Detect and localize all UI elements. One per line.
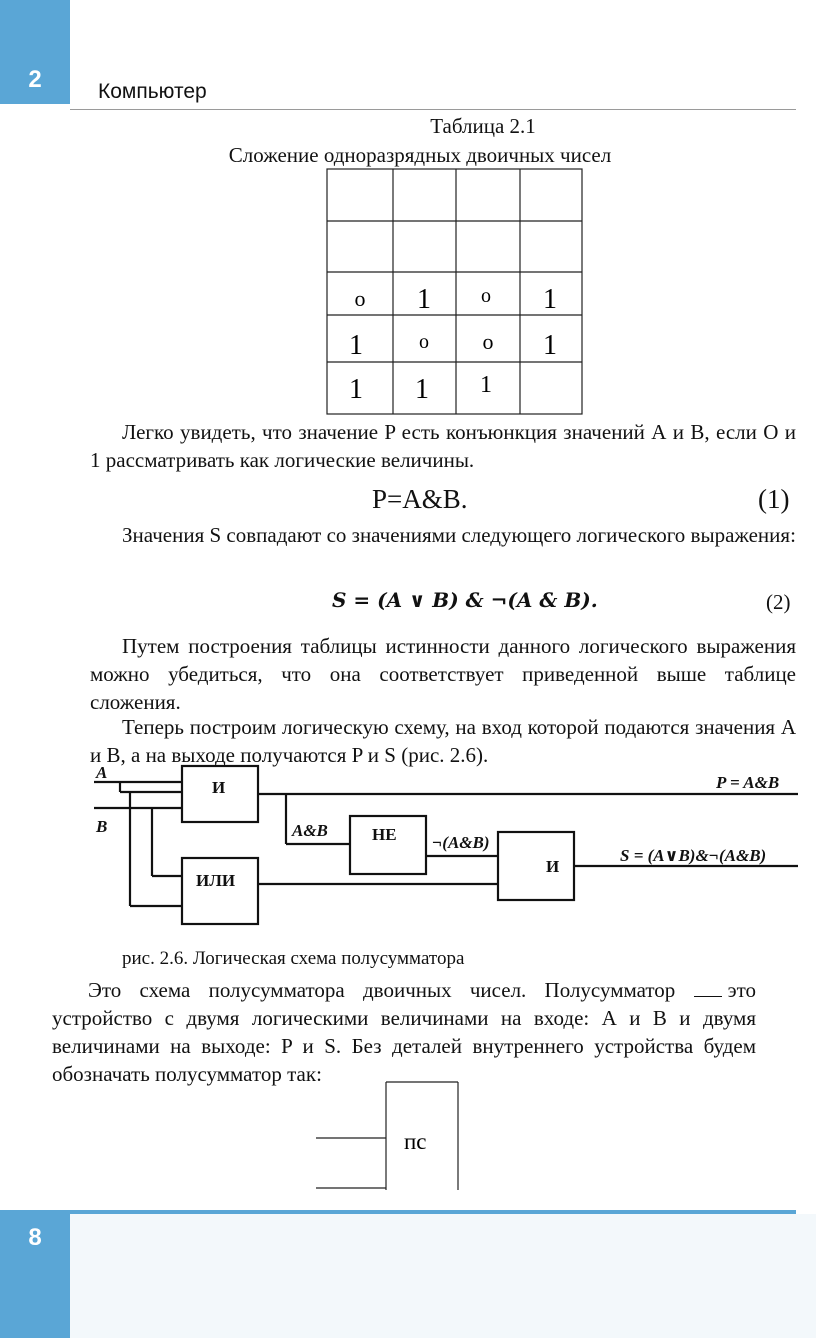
half-adder-symbol [312, 1080, 464, 1192]
paragraph-part: Это схема полусумматора двоичных чисел. Полусумматор [88, 978, 694, 1002]
table-cell: о [482, 329, 494, 354]
equation-number: (2) [766, 590, 791, 614]
table-cell: о [481, 285, 491, 307]
paragraph: Путем построения таблицы истинности данного логического выражения можно убедиться, что она соответствует приведенной выше таблице сложения. [90, 634, 796, 714]
label-wire-not-ab: ¬(A&B) [432, 833, 490, 852]
running-header: Компьютер [98, 80, 207, 103]
label-output-p: P = A&B [716, 773, 780, 792]
formula-sum [332, 588, 598, 612]
paragraph: Значения S совпадают со значениями следующего логического выражения: [122, 523, 796, 547]
table-cell: 1 [543, 284, 557, 315]
formula-sum-expr: = (A ∨ B) & ¬(A & B). [353, 588, 598, 612]
footer-rule [70, 1210, 796, 1214]
table-cell: 1 [349, 330, 363, 361]
chapter-number: 2 [28, 66, 42, 93]
addition-table [326, 168, 586, 416]
label-gate-and-1: И [212, 778, 226, 797]
half-adder-label: пс [404, 1129, 427, 1154]
table-number: Таблица 2.1 [430, 114, 536, 138]
label-wire-ab: A&B [292, 821, 328, 840]
formula-sum-s: S [332, 588, 347, 612]
label-gate-or: ИЛИ [196, 871, 236, 890]
paragraph: Теперь построим логическую схему, на вход которой подаются значения А и В, а на выходе получаются P и S (рис. 2.6). [90, 715, 796, 767]
table-cell: 1 [480, 372, 492, 398]
paragraph-part: это устройство с двумя логическими величинами на входе: А и В и двумя величинами на выходе: P и S. Без деталей внутреннего устройства будем обозначать полусумматор так: [52, 978, 756, 1086]
label-gate-and-2: И [546, 857, 560, 876]
gate-and-2 [498, 832, 574, 900]
table-cell: 1 [417, 284, 431, 315]
table-cell: о [354, 286, 366, 311]
paragraph: Легко увидеть, что значение P есть конъюнкция значений А и В, если О и 1 рассматривать как логические величины. [90, 420, 796, 472]
label-gate-not: НЕ [372, 825, 397, 844]
gate-or [182, 858, 258, 924]
label-input-b: B [96, 817, 108, 836]
half-adder-logic-diagram [90, 760, 806, 932]
table-cell: 1 [415, 374, 429, 405]
label-output-s: S = (A∨B)&¬(A&B) [620, 846, 767, 865]
page-number: 8 [28, 1224, 42, 1251]
footer-band [70, 1214, 816, 1338]
table-cell: 1 [543, 330, 557, 361]
table-cell: 1 [349, 374, 363, 405]
formula-conjunction: P=A&B. [372, 484, 468, 514]
table-cell: о [419, 331, 429, 353]
figure-caption: рис. 2.6. Логическая схема полусумматора [122, 948, 465, 969]
table-title: Сложение одноразрядных двоичных чисел [228, 143, 612, 167]
label-input-a: A [96, 763, 108, 782]
dash-mark [694, 980, 722, 997]
paragraph [52, 976, 756, 1088]
header-divider [70, 109, 796, 110]
equation-number: (1) [758, 484, 790, 514]
